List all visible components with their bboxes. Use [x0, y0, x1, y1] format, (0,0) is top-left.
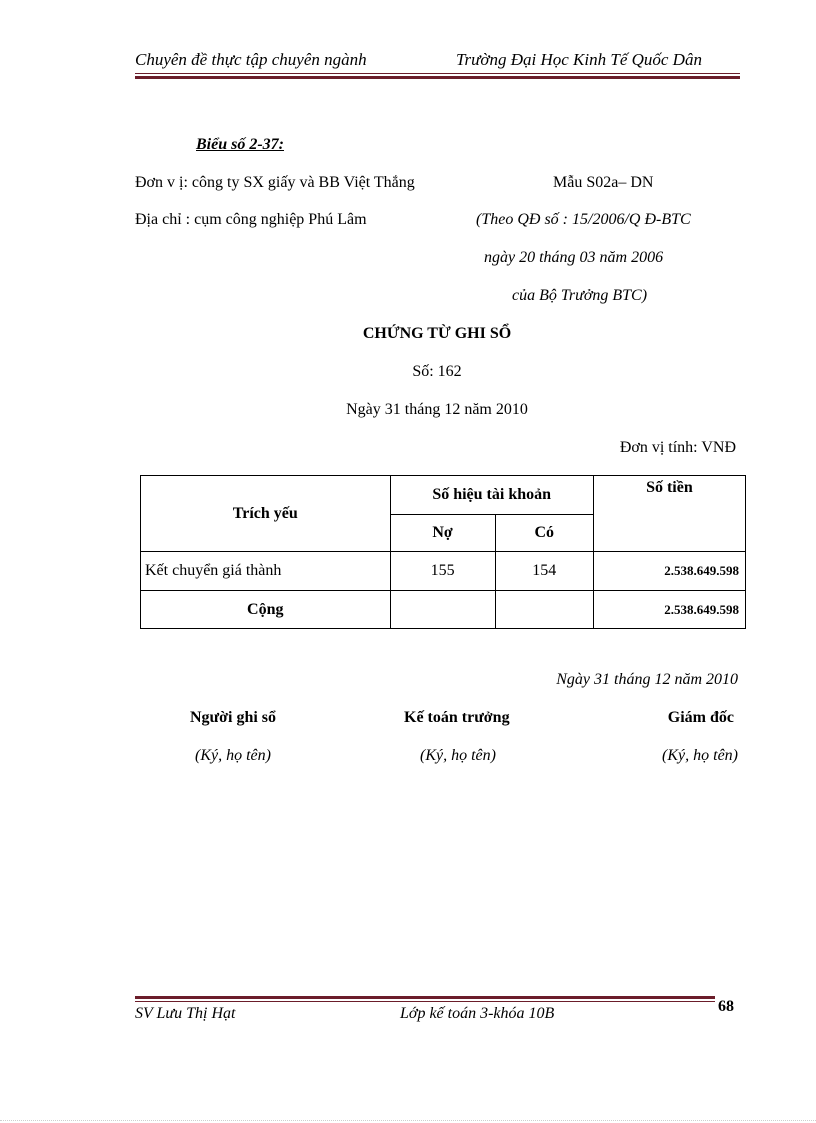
col-header-debit: Nợ — [390, 515, 495, 552]
row-amount: 2.538.649.598 — [593, 552, 745, 591]
currency-unit: Đơn vị tính: VNĐ — [619, 439, 736, 456]
page-number: 68 — [718, 998, 734, 1015]
unit-name: Đơn v ị: công ty SX giấy và BB Việt Thắng — [135, 174, 415, 191]
signature-role-recorder: Người ghi sổ — [190, 709, 277, 726]
document-title: CHỨNG TỪ GHI SỔ — [362, 325, 512, 342]
col-header-summary: Trích yếu — [141, 476, 391, 552]
footer-student: SV Lưu Thị Hạt — [135, 1005, 236, 1022]
table-row — [141, 552, 746, 591]
row-summary: Kết chuyển giá thành — [141, 552, 391, 591]
header-rule-thick — [135, 76, 740, 79]
signature-note-chief-accountant: (Ký, họ tên) — [420, 747, 496, 764]
header-left: Chuyên đề thực tập chuyên ngành — [135, 50, 367, 69]
signature-role-chief-accountant: Kế toán trưởng — [404, 709, 510, 726]
row-credit: 154 — [495, 552, 593, 591]
row-debit: 155 — [390, 552, 495, 591]
signature-note-recorder: (Ký, họ tên) — [195, 747, 271, 764]
footer-rule-thin — [135, 1001, 715, 1002]
ledger-table — [140, 475, 746, 629]
total-amount: 2.538.649.598 — [593, 591, 745, 629]
col-header-credit: Có — [495, 515, 593, 552]
col-header-account: Số hiệu tài khoản — [390, 476, 593, 515]
total-credit-empty — [495, 591, 593, 629]
footer-rule-thick — [135, 996, 715, 999]
header-rule-thin — [135, 73, 740, 74]
total-debit-empty — [390, 591, 495, 629]
regulation-line-3: của Bộ Trưởng BTC) — [512, 287, 648, 304]
document-date: Ngày 31 tháng 12 năm 2010 — [346, 401, 528, 418]
form-code: Mẫu S02a– DN — [553, 174, 654, 191]
address: Địa chỉ : cụm công nghiệp Phú Lâm — [135, 211, 367, 228]
signature-note-director: (Ký, họ tên) — [662, 747, 738, 764]
total-row — [141, 591, 746, 629]
header-right: Trường Đại Học Kinh Tế Quốc Dân — [456, 50, 702, 69]
regulation-line-1: (Theo QĐ số : 15/2006/Q Đ-BTC — [476, 211, 691, 228]
regulation-line-2: ngày 20 tháng 03 năm 2006 — [484, 249, 664, 266]
document-number: Số: 162 — [412, 363, 462, 380]
page-bottom-divider — [0, 1120, 816, 1121]
signature-role-director: Giám đốc — [667, 709, 734, 726]
total-label: Cộng — [141, 591, 391, 629]
form-id: Biểu số 2-37: — [196, 136, 284, 153]
footer-class: Lớp kế toán 3-khóa 10B — [400, 1005, 555, 1022]
sign-date: Ngày 31 tháng 12 năm 2010 — [556, 671, 738, 688]
col-header-amount: Số tiền — [593, 476, 745, 552]
